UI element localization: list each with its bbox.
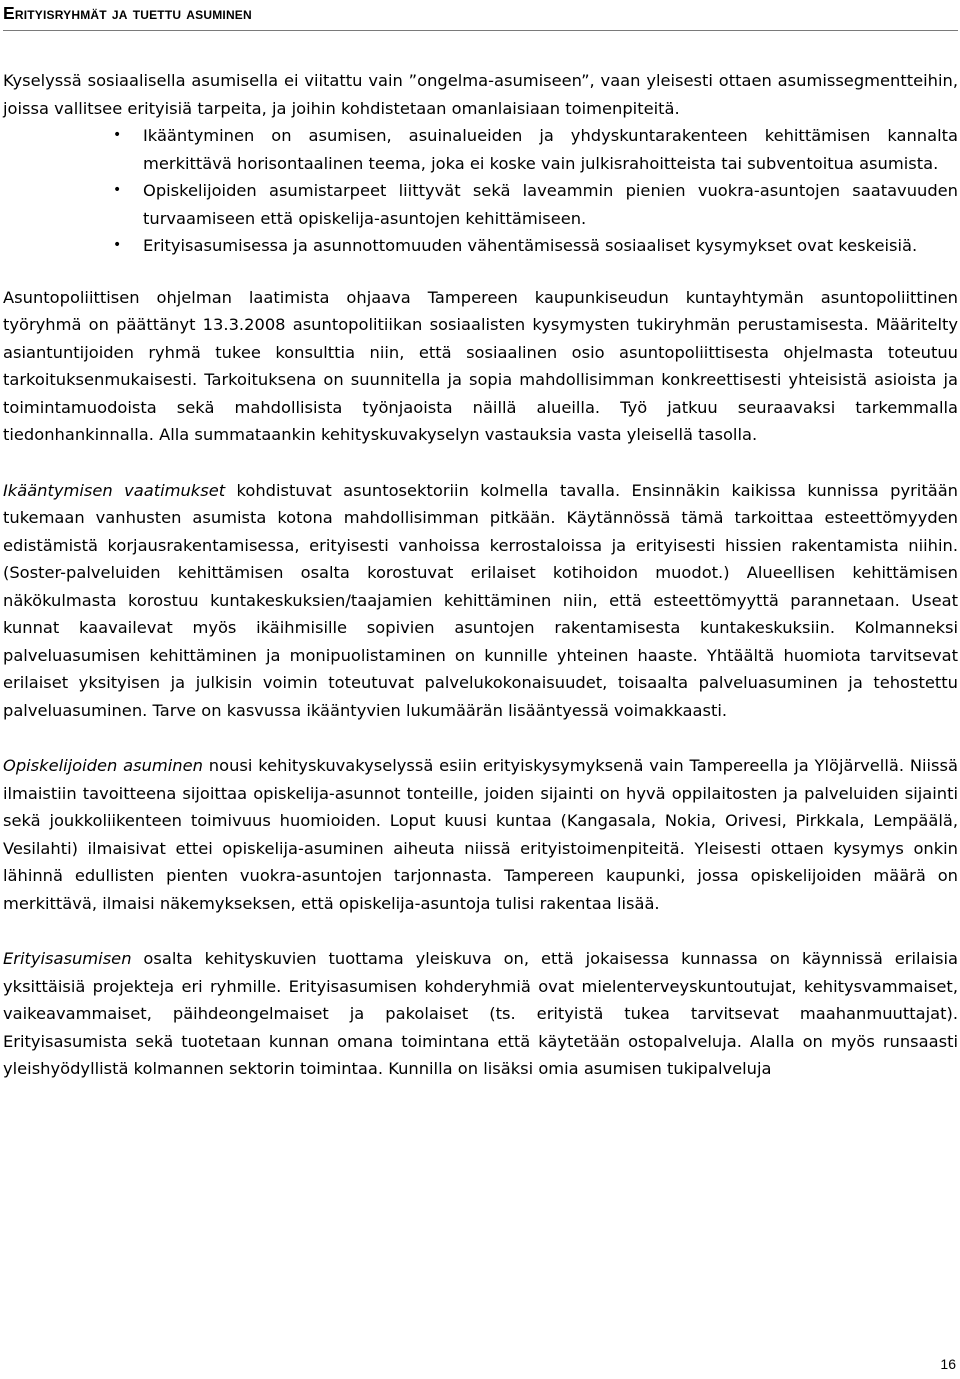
bullet-text: Opiskelijoiden asumistarpeet liittyvät sekä laveammin pienien vuokra-asuntojen saatavuuden turvaamiseen että opiskelija-asuntojen kehittämiseen. bbox=[143, 181, 958, 228]
bullet-item bbox=[113, 122, 958, 177]
special-housing-paragraph bbox=[3, 945, 958, 1083]
ageing-text: kohdistuvat asuntosektoriin kolmella tavalla. Ensinnäkin kaikissa kunnissa pyritään tukemaan vanhusten asumista kotona mahdollisimman pitkään. Käytännössä tämä tarkoittaa esteettömyyden edistämistä korjausrakentamisessa, erityisesti vanhoissa kerrostaloissa ja erityisesti hissien rakentamista niihin. (Soster-palveluiden kehittämisen osalta korostuvat erilaiset kotihoidon muodot.) Alueellisen kehittämisen näkökulmasta korostuu kuntakeskuksien/taajamien kehittäminen niin, että esteettömyyttä parannetaan. Useat kunnat kaavailevat myös ikäihmisille sopivien asuntojen rakentamisesta kuntakeskuksiin. Kolmanneksi palveluasumisen kehittäminen ja monipuolistaminen on kunnille yhteinen haaste. Yhtäältä huomiota tarvitsevat erilaiset yksityisen ja julkisin voimin toteutuvat palvelukokonaisuudet, toisaalta palveluasuminen ja tehostettu palveluasuminen. Tarve on kasvussa ikääntyvien lukumäärän lisääntyessä voimakkaasti. bbox=[3, 480, 958, 720]
bullet-text: Erityisasumisessa ja asunnottomuuden vähentämisessä sosiaaliset kysymykset ovat keskeisiä. bbox=[143, 236, 918, 255]
bullet-item bbox=[113, 232, 958, 260]
students-paragraph bbox=[3, 752, 958, 917]
bullet-text: Ikääntyminen on asumisen, asuinalueiden ja yhdyskuntarakenteen kehittämisen kannalta merkittävä horisontaalinen teema, joka ei koske vain julkisrahoitteista tai subventoitua asumista. bbox=[143, 126, 958, 173]
bullet-list bbox=[3, 122, 958, 260]
page-number: 16 bbox=[940, 1356, 956, 1372]
intro-paragraph: Kyselyssä sosiaalisella asumisella ei viitattu vain ”ongelma-asumiseen”, vaan yleisesti ottaen asumissegmentteihin, joissa vallitsee erityisiä tarpeita, ja joihin kohdistetaan omanlaisiaan toimenpiteitä. bbox=[3, 71, 958, 118]
document-page bbox=[3, 0, 958, 1083]
students-text: nousi kehityskuvakyselyssä esiin erityiskysymyksenä vain Tampereella ja Ylöjärvellä. Niissä ilmaistiin tavoitteena sijoittaa opiskelija-asunnot tonteille, joiden sijainti on hyvä oppilaitosten ja palveluiden sijainti sekä joukkoliikenteen toimivuus huomioiden. Loput kuusi kuntaa (Kangasala, Nokia, Orivesi, Pirkkala, Lempäälä, Vesilahti) ilmaisivat ettei opiskelija-asuminen aiheuta niissä erityistoimenpiteitä. Yleisesti ottaen kysymys onkin lähinnä edullisten pienten vuokra-asuntojen tarjonnasta. Tampereen kaupunki, jossa opiskelijoiden määrä on merkittävä, ilmaisi näkemykseksen, että opiskelija-asuntoja tulisi rakentaa lisää. bbox=[3, 756, 958, 913]
students-lead: Opiskelijoiden asuminen bbox=[3, 756, 203, 775]
bullet-icon: • bbox=[113, 182, 122, 198]
bullet-icon: • bbox=[113, 127, 122, 143]
special-housing-text: osalta kehityskuvien tuottama yleiskuva on, että jokaisessa kunnassa on käynnissä erilaisia yksittäisiä projekteja eri ryhmille. Erityisasumisen kohderyhmiä ovat mielenterveyskuntoutujat, kehitysvammaiset, vaikeavammaiset, päihdeongelmaiset ja pakolaiset (ts. erityistä tukea tarvitsevat maahanmuuttajat). Erityisasumista sekä tuotetaan kunnan omana toimintana että käytetään ostopalveluja. Alalla on myös runsaasti yleishyödyllistä kolmannen sektorin toimintaa. Kunnilla on lisäksi omia asumisen tukipalveluja bbox=[3, 949, 958, 1078]
special-housing-lead: Erityisasumisen bbox=[3, 949, 132, 968]
ageing-paragraph bbox=[3, 477, 958, 725]
ageing-lead: Ikääntymisen vaatimukset bbox=[3, 480, 226, 500]
section-heading: Erityisryhmät ja tuettu asuminen bbox=[3, 2, 958, 31]
bullet-item bbox=[113, 177, 958, 232]
bullet-icon: • bbox=[113, 237, 122, 253]
policy-group-paragraph: Asuntopoliittisen ohjelman laatimista ohjaava Tampereen kaupunkiseudun kuntayhtymän asuntopoliittinen työryhmä on päättänyt 13.3.2008 asuntopolitiikan sosiaalisten kysymysten tukiryhmän perustamisesta. Määritelty asiantuntijoiden ryhmä tukee konsulttia niin, että sosiaalinen osio asuntopoliittisesta ohjelmasta toteutuu tarkoituksenmukaisesti. Tarkoituksena on suunnitella ja sopia mahdollisimman konkreettisesti yhteisistä asioista ja toimintamuodoista sekä mahdollisista työnjaoista näillä alueilla. Työ jatkuu seuraavaksi tarkemmalla tiedonhankinnalla. Alla summataankin kehityskuvakyselyn vastauksia vasta yleisellä tasolla. bbox=[3, 287, 958, 444]
